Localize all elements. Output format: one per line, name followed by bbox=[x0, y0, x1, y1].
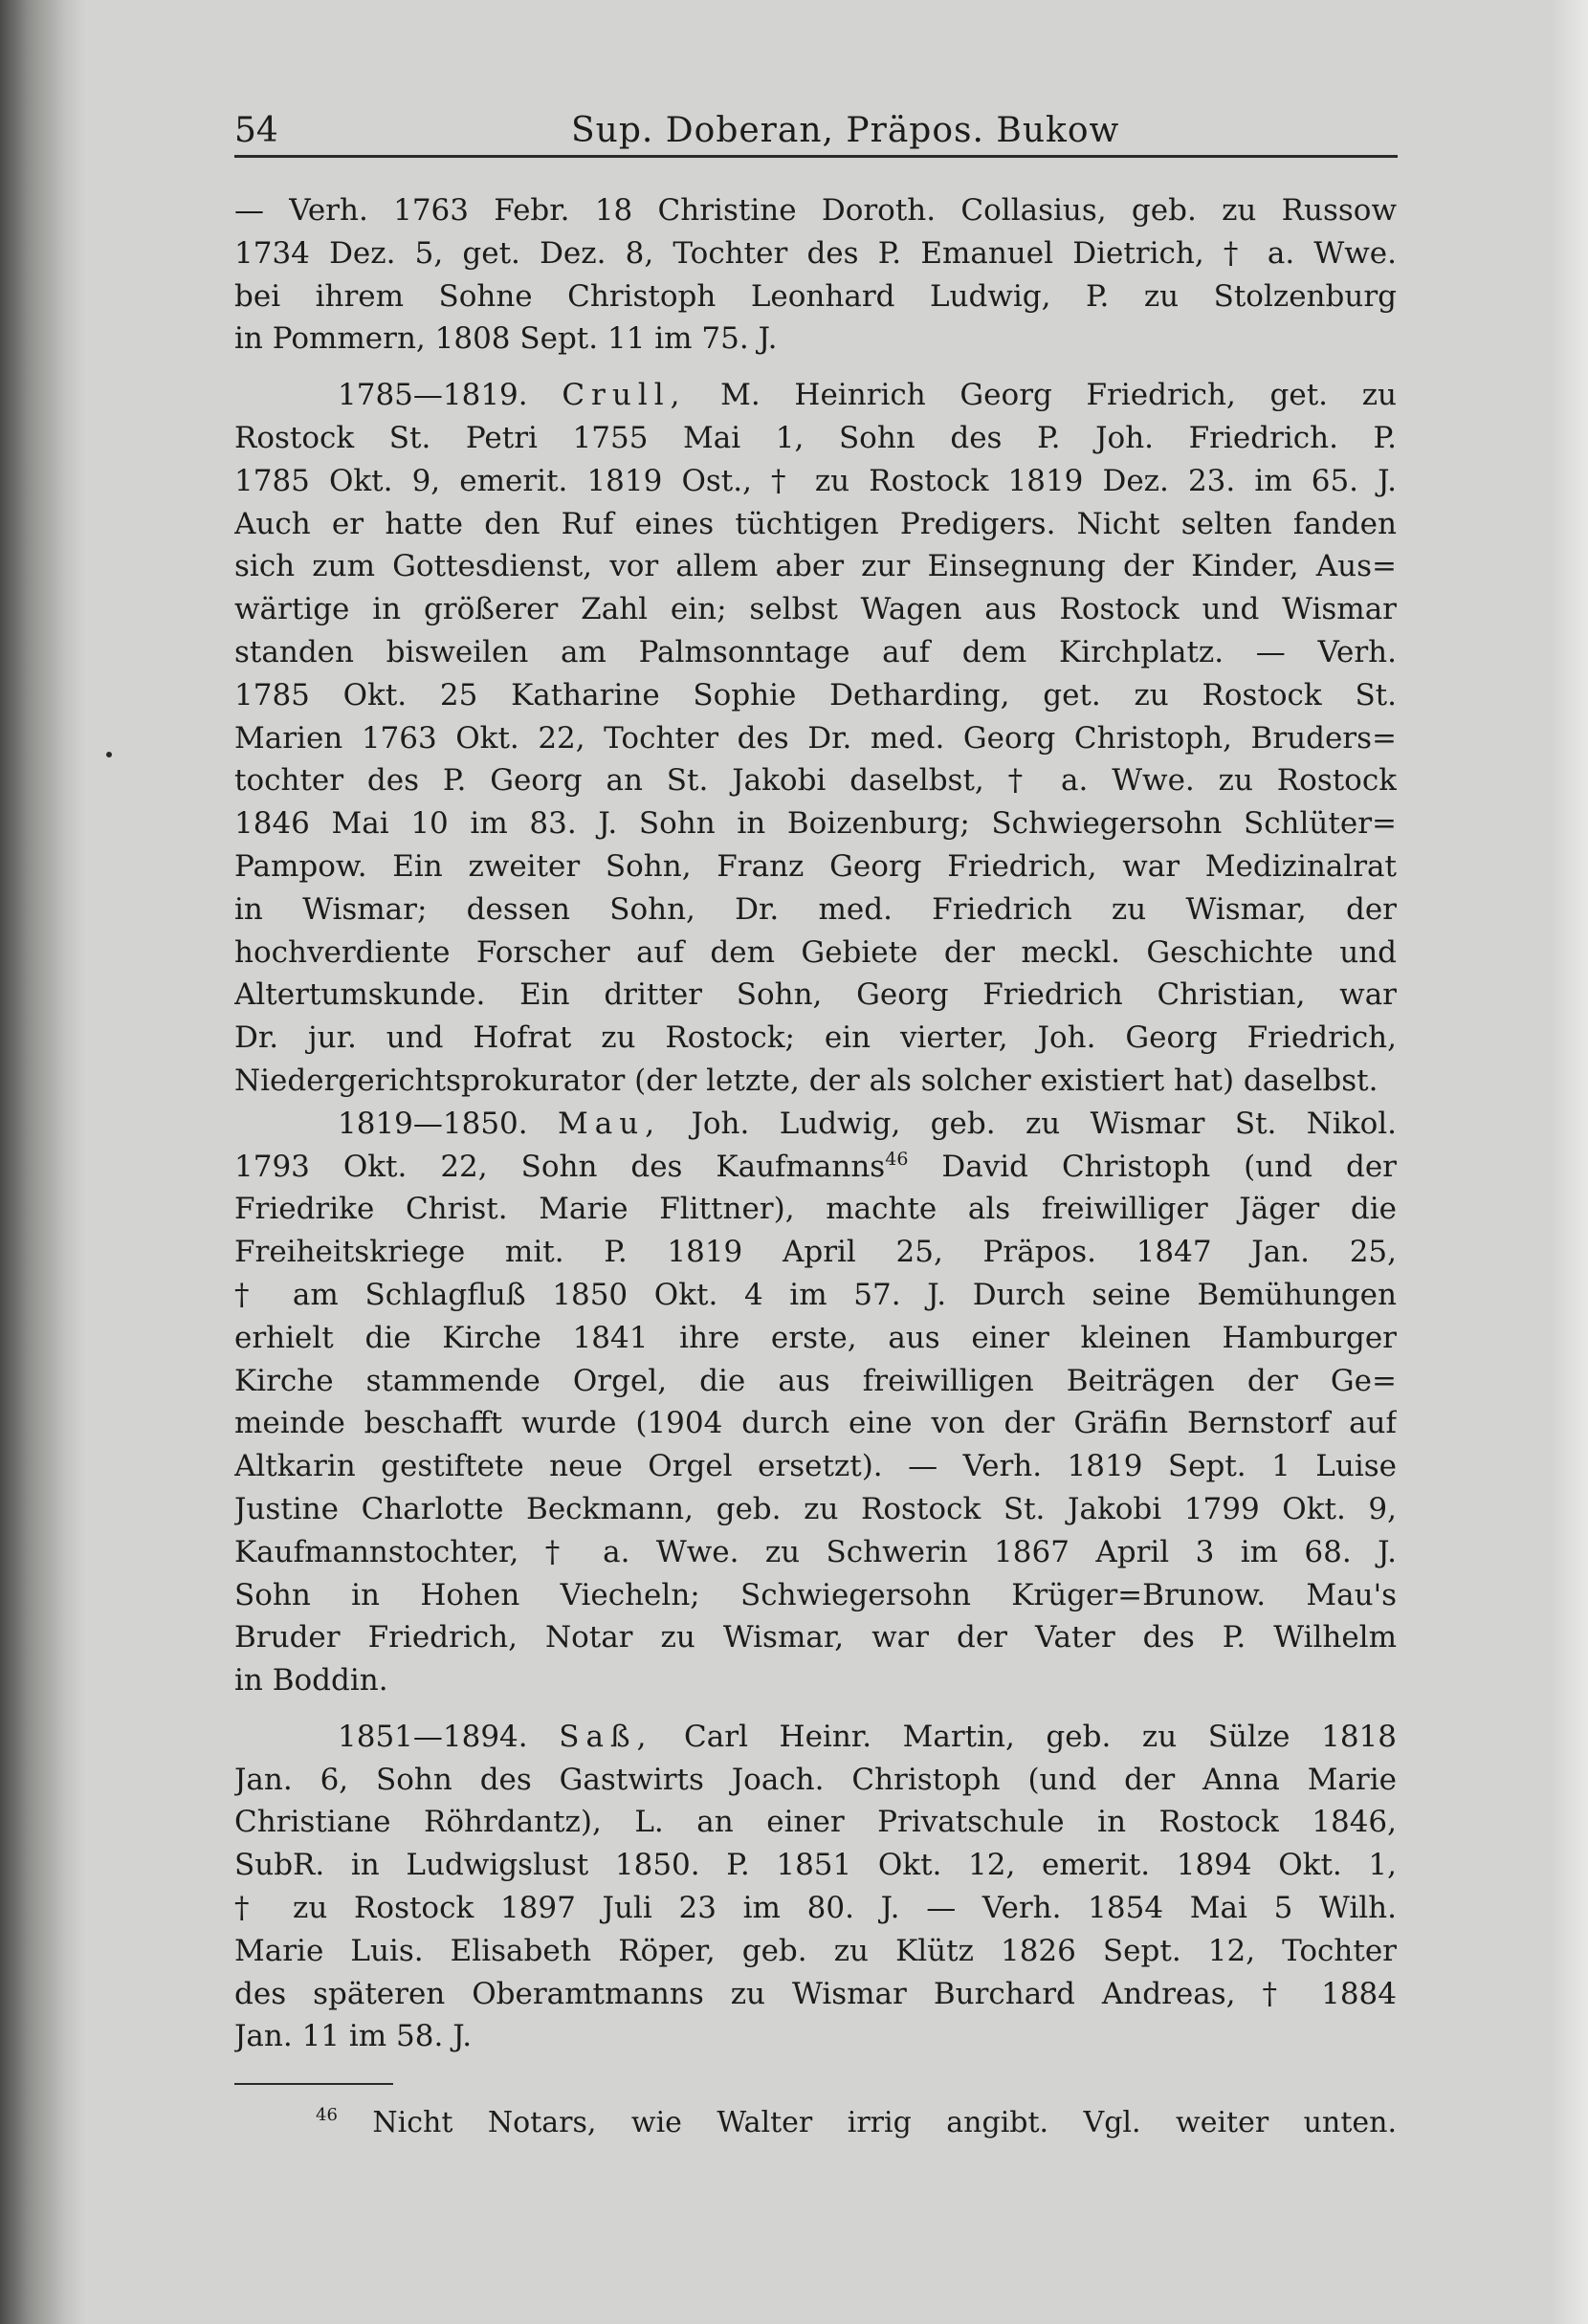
continuation-paragraph bbox=[234, 189, 1397, 361]
text-line: erhielt die Kirche 1841 ihre erste, aus einer kleinen Hamburger bbox=[234, 1320, 1397, 1355]
text-line: 1785 Okt. 25 Katharine Sophie Detharding, get. zu Rostock St. bbox=[234, 677, 1397, 713]
text-line bbox=[234, 1146, 1397, 1189]
text-line: Altkarin gestiftete neue Orgel ersetzt). — Verh. 1819 Sept. 1 Luise bbox=[234, 1449, 1397, 1484]
header-rule bbox=[234, 155, 1398, 158]
text-line: Marie Luis. Elisabeth Röper, geb. zu Klütz 1826 Sept. 12, Tochter bbox=[234, 1933, 1397, 1968]
text-line: Auch er hatte den Ruf eines tüchtigen Predigers. Nicht selten fanden bbox=[234, 506, 1397, 541]
text-line: bei ihrem Sohne Christoph Leonhard Ludwig, P. zu Stolzenburg bbox=[234, 278, 1397, 314]
running-head bbox=[234, 105, 1401, 159]
text-line: 1785 Okt. 9, emerit. 1819 Ost., † zu Rostock 1819 Dez. 23. im 65. J. bbox=[234, 463, 1397, 498]
entry-years: 1819—1850. bbox=[338, 1106, 528, 1141]
text-segment: M. Heinrich Georg Friedrich, get. zu bbox=[720, 378, 1397, 413]
text-line: — Verh. 1763 Febr. 18 Christine Doroth. Collasius, geb. zu Russow bbox=[234, 193, 1397, 228]
text-line: meinde beschafft wurde (1904 durch eine von der Gräfin Bernstorf auf bbox=[234, 1406, 1397, 1441]
ink-speck bbox=[106, 752, 112, 757]
text-line: Niedergerichtsprokurator (der letzte, der als solcher existiert hat) daselbst. bbox=[234, 1063, 1378, 1098]
text-line: Rostock St. Petri 1755 Mai 1, Sohn des P. Joh. Friedrich. P. bbox=[234, 420, 1397, 455]
text-line: Justine Charlotte Beckmann, geb. zu Rostock St. Jakobi 1799 Okt. 9, bbox=[234, 1491, 1397, 1526]
text-line: Dr. jur. und Hofrat zu Rostock; ein vierter, Joh. Georg Friedrich, bbox=[234, 1020, 1397, 1056]
entry-mau bbox=[234, 1103, 1397, 1702]
footnote-rule bbox=[234, 2083, 393, 2085]
text-line: Jan. 11 im 58. J. bbox=[234, 2019, 473, 2054]
text-line: 1734 Dez. 5, get. Dez. 8, Tochter des P. Emanuel Dietrich, † a. Wwe. bbox=[234, 235, 1397, 271]
text-line: Pampow. Ein zweiter Sohn, Franz Georg Friedrich, war Medizinalrat bbox=[234, 848, 1397, 884]
pastor-name: Saß, bbox=[559, 1719, 653, 1754]
entry-sass bbox=[234, 1716, 1397, 2058]
text-line: wärtige in größerer Zahl ein; selbst Wagen aus Rostock und Wismar bbox=[234, 592, 1397, 627]
text-line: standen bisweilen am Palmsonntage auf dem Kirchplatz. — Verh. bbox=[234, 634, 1397, 669]
text-line: † am Schlagfluß 1850 Okt. 4 im 57. J. Durch seine Bemühungen bbox=[234, 1277, 1397, 1312]
text-line: Jan. 6, Sohn des Gastwirts Joach. Christoph (und der Anna Marie bbox=[234, 1762, 1397, 1797]
footnote-mark: 46 bbox=[316, 2105, 338, 2125]
text-line: sich zum Gottesdienst, vor allem aber zur Einsegnung der Kinder, Aus= bbox=[234, 549, 1397, 584]
text-line: 1846 Mai 10 im 83. J. Sohn in Boizenburg; Schwiegersohn Schlüter= bbox=[234, 806, 1397, 842]
footnote-text: Nicht Notars, wie Walter irrig angibt. Vgl. weiter unten. bbox=[372, 2106, 1397, 2139]
entry-first-line bbox=[234, 374, 1397, 417]
entry-first-line bbox=[234, 1103, 1397, 1146]
entry-years: 1785—1819. bbox=[338, 378, 528, 413]
text-line: Sohn in Hohen Viecheln; Schwiegersohn Krüger=Brunow. Mau's bbox=[234, 1577, 1397, 1612]
text-segment: 1793 Okt. 22, Sohn des Kaufmanns bbox=[234, 1149, 886, 1184]
text-line: Kirche stammende Orgel, die aus freiwilligen Beiträgen der Ge= bbox=[234, 1363, 1397, 1398]
footnote-reference[interactable]: 46 bbox=[885, 1148, 909, 1170]
text-line: hochverdiente Forscher auf dem Gebiete der meckl. Geschichte und bbox=[234, 934, 1397, 970]
text-line: tochter des P. Georg an St. Jakobi daselbst, † a. Wwe. zu Rostock bbox=[234, 763, 1397, 799]
text-line: in Pommern, 1808 Sept. 11 im 75. J. bbox=[234, 321, 778, 357]
entry-years: 1851—1894. bbox=[338, 1719, 528, 1754]
text-line: Marien 1763 Okt. 22, Tochter des Dr. med. Georg Christoph, Bruders= bbox=[234, 720, 1397, 756]
text-segment: Joh. Ludwig, geb. zu Wismar St. Nikol. bbox=[691, 1106, 1397, 1141]
text-line: Altertumskunde. Ein dritter Sohn, Georg Friedrich Christian, war bbox=[234, 977, 1397, 1013]
page-number: 54 bbox=[234, 111, 278, 150]
text-line: † zu Rostock 1897 Juli 23 im 80. J. — Verh. 1854 Mai 5 Wilh. bbox=[234, 1891, 1397, 1926]
text-line: Bruder Friedrich, Notar zu Wismar, war der Vater des P. Wilhelm bbox=[234, 1620, 1397, 1655]
footnote bbox=[316, 2102, 1397, 2144]
text-segment: Carl Heinr. Martin, geb. zu Sülze 1818 bbox=[684, 1719, 1397, 1754]
text-line: Christiane Röhrdantz), L. an einer Privatschule in Rostock 1846, bbox=[234, 1805, 1397, 1840]
text-line: Kaufmannstochter, † a. Wwe. zu Schwerin 1867 April 3 im 68. J. bbox=[234, 1534, 1397, 1569]
text-line: des späteren Oberamtmanns zu Wismar Burchard Andreas, † 1884 bbox=[234, 1976, 1397, 2011]
header-title: Sup. Doberan, Präpos. Bukow bbox=[571, 111, 1120, 150]
text-line: in Wismar; dessen Sohn, Dr. med. Friedrich zu Wismar, der bbox=[234, 891, 1397, 927]
text-segment: David Christoph (und der bbox=[908, 1149, 1397, 1184]
text-line: in Boddin. bbox=[234, 1663, 388, 1699]
text-line: Freiheitskriege mit. P. 1819 April 25, Präpos. 1847 Jan. 25, bbox=[234, 1235, 1397, 1270]
text-line: SubR. in Ludwigslust 1850. P. 1851 Okt. 12, emerit. 1894 Okt. 1, bbox=[234, 1848, 1397, 1883]
text-line: Friedrike Christ. Marie Flittner), machte als freiwilliger Jäger die bbox=[234, 1192, 1397, 1227]
entry-first-line bbox=[234, 1716, 1397, 1759]
body-text bbox=[234, 189, 1397, 2058]
pastor-name: Crull, bbox=[562, 378, 687, 413]
entry-crull bbox=[234, 374, 1397, 1103]
pastor-name: Mau, bbox=[558, 1106, 662, 1141]
